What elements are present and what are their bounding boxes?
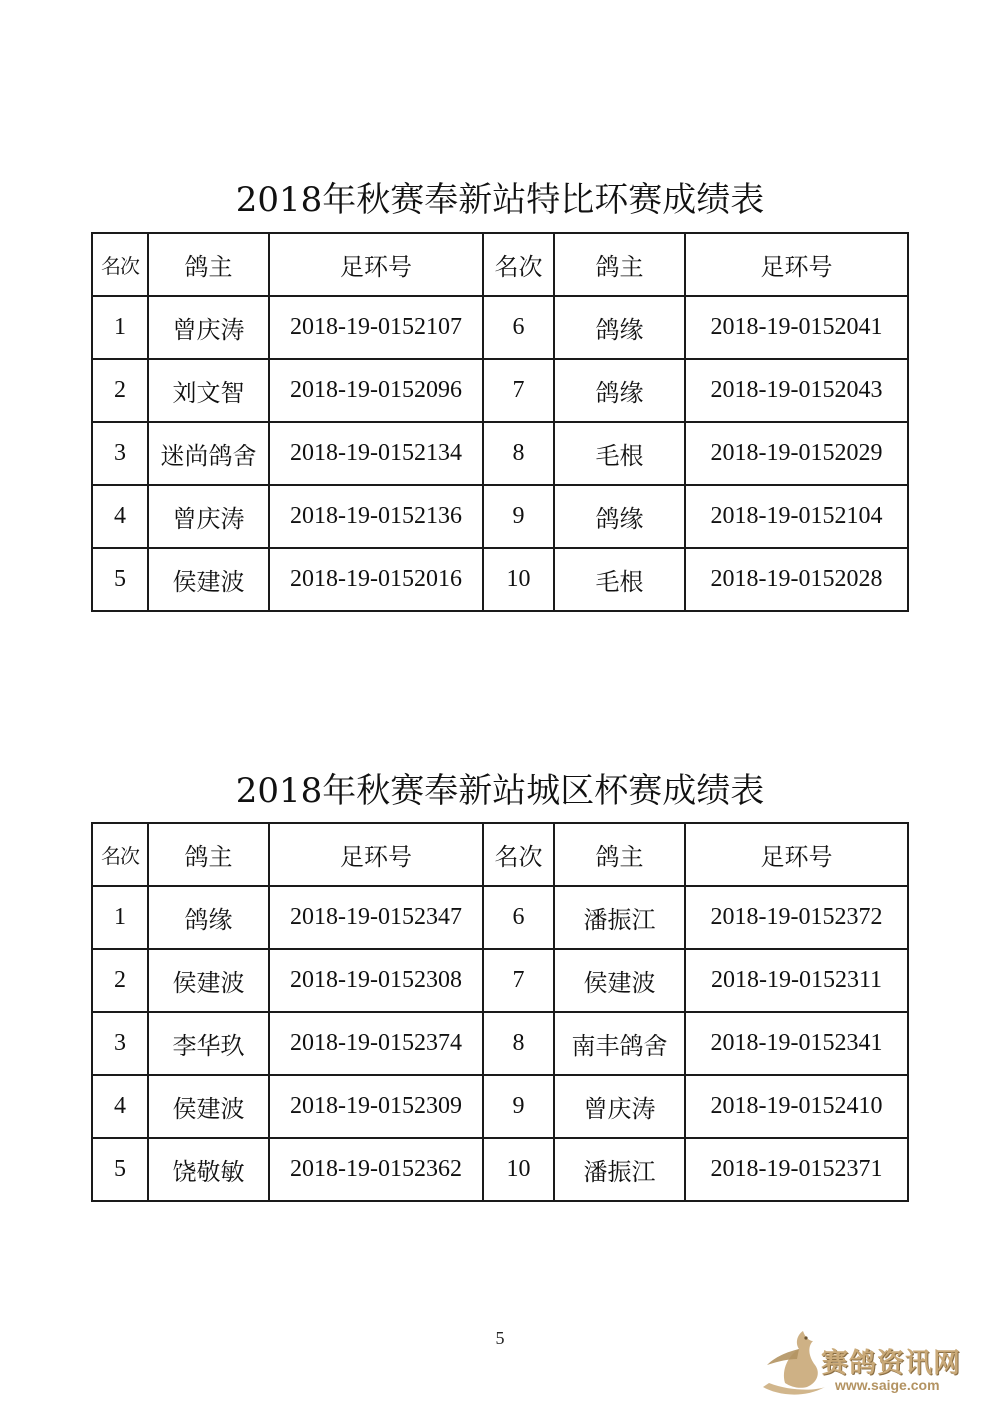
rank-cell: 9: [483, 1075, 554, 1138]
ring-number-cell: 2018-19-0152041: [685, 296, 908, 359]
rank-cell: 4: [92, 485, 148, 548]
column-header: 鸽主: [554, 823, 685, 886]
table-row: [92, 886, 908, 949]
owner-cell: 侯建波: [148, 1075, 269, 1138]
table-title: 2018年秋赛奉新站特比环赛成绩表: [235, 180, 765, 220]
watermark: [755, 1325, 985, 1405]
rank-cell: 5: [92, 548, 148, 611]
owner-cell: 迷尚鸽舍: [148, 422, 269, 485]
ring-number-cell: 2018-19-0152016: [269, 548, 483, 611]
owner-cell: 鸽缘: [554, 296, 685, 359]
column-header: 足环号: [685, 233, 908, 296]
ring-number-cell: 2018-19-0152341: [685, 1012, 908, 1075]
page-number: 5: [495, 1328, 505, 1348]
column-header: 鸽主: [148, 823, 269, 886]
rank-cell: 5: [92, 1138, 148, 1201]
owner-cell: 鸽缘: [554, 485, 685, 548]
column-header: 足环号: [685, 823, 908, 886]
ring-number-cell: 2018-19-0152362: [269, 1138, 483, 1201]
ring-number-cell: 2018-19-0152374: [269, 1012, 483, 1075]
owner-cell: 侯建波: [554, 949, 685, 1012]
ring-number-cell: 2018-19-0152136: [269, 485, 483, 548]
table-row: [92, 422, 908, 485]
column-header: 名次: [92, 233, 148, 296]
table-row: [92, 1138, 908, 1201]
table-title: 2018年秋赛奉新站城区杯赛成绩表: [235, 771, 765, 811]
results-table: [91, 232, 909, 612]
rank-cell: 2: [92, 949, 148, 1012]
owner-cell: 毛根: [554, 548, 685, 611]
column-header: 名次: [92, 823, 148, 886]
rank-cell: 7: [483, 949, 554, 1012]
rank-cell: 1: [92, 296, 148, 359]
column-header: 鸽主: [148, 233, 269, 296]
table-header-row: [92, 823, 908, 886]
watermark-url: www.saige.com: [835, 1377, 940, 1393]
owner-cell: 毛根: [554, 422, 685, 485]
ring-number-cell: 2018-19-0152309: [269, 1075, 483, 1138]
column-header: 足环号: [269, 233, 483, 296]
ring-number-cell: 2018-19-0152347: [269, 886, 483, 949]
owner-cell: 曾庆涛: [554, 1075, 685, 1138]
rank-cell: 8: [483, 1012, 554, 1075]
column-header: 名次: [483, 233, 554, 296]
ring-number-cell: 2018-19-0152028: [685, 548, 908, 611]
table-row: [92, 1012, 908, 1075]
table-header-row: [92, 233, 908, 296]
table-row: [92, 949, 908, 1012]
owner-cell: 饶敬敏: [148, 1138, 269, 1201]
rank-cell: 1: [92, 886, 148, 949]
table-row: [92, 548, 908, 611]
rank-cell: 3: [92, 422, 148, 485]
ring-number-cell: 2018-19-0152134: [269, 422, 483, 485]
rank-cell: 6: [483, 886, 554, 949]
owner-cell: 鸽缘: [148, 886, 269, 949]
rank-cell: 8: [483, 422, 554, 485]
column-header: 名次: [483, 823, 554, 886]
owner-cell: 侯建波: [148, 949, 269, 1012]
owner-cell: 潘振江: [554, 886, 685, 949]
table-row: [92, 485, 908, 548]
rank-cell: 10: [483, 1138, 554, 1201]
table-row: [92, 1075, 908, 1138]
ring-number-cell: 2018-19-0152372: [685, 886, 908, 949]
owner-cell: 侯建波: [148, 548, 269, 611]
ring-number-cell: 2018-19-0152311: [685, 949, 908, 1012]
owner-cell: 曾庆涛: [148, 296, 269, 359]
results-table: [91, 822, 909, 1202]
rank-cell: 6: [483, 296, 554, 359]
table-row: [92, 296, 908, 359]
ring-number-cell: 2018-19-0152029: [685, 422, 908, 485]
ring-number-cell: 2018-19-0152104: [685, 485, 908, 548]
rank-cell: 9: [483, 485, 554, 548]
owner-cell: 李华玖: [148, 1012, 269, 1075]
column-header: 鸽主: [554, 233, 685, 296]
rank-cell: 3: [92, 1012, 148, 1075]
rank-cell: 2: [92, 359, 148, 422]
owner-cell: 鸽缘: [554, 359, 685, 422]
rank-cell: 4: [92, 1075, 148, 1138]
ring-number-cell: 2018-19-0152371: [685, 1138, 908, 1201]
owner-cell: 南丰鸽舍: [554, 1012, 685, 1075]
owner-cell: 曾庆涛: [148, 485, 269, 548]
ring-number-cell: 2018-19-0152410: [685, 1075, 908, 1138]
rank-cell: 10: [483, 548, 554, 611]
ring-number-cell: 2018-19-0152107: [269, 296, 483, 359]
owner-cell: 潘振江: [554, 1138, 685, 1201]
owner-cell: 刘文智: [148, 359, 269, 422]
rank-cell: 7: [483, 359, 554, 422]
table-row: [92, 359, 908, 422]
watermark-site-name: 赛鸽资讯网: [821, 1348, 961, 1379]
ring-number-cell: 2018-19-0152308: [269, 949, 483, 1012]
ring-number-cell: 2018-19-0152043: [685, 359, 908, 422]
column-header: 足环号: [269, 823, 483, 886]
ring-number-cell: 2018-19-0152096: [269, 359, 483, 422]
